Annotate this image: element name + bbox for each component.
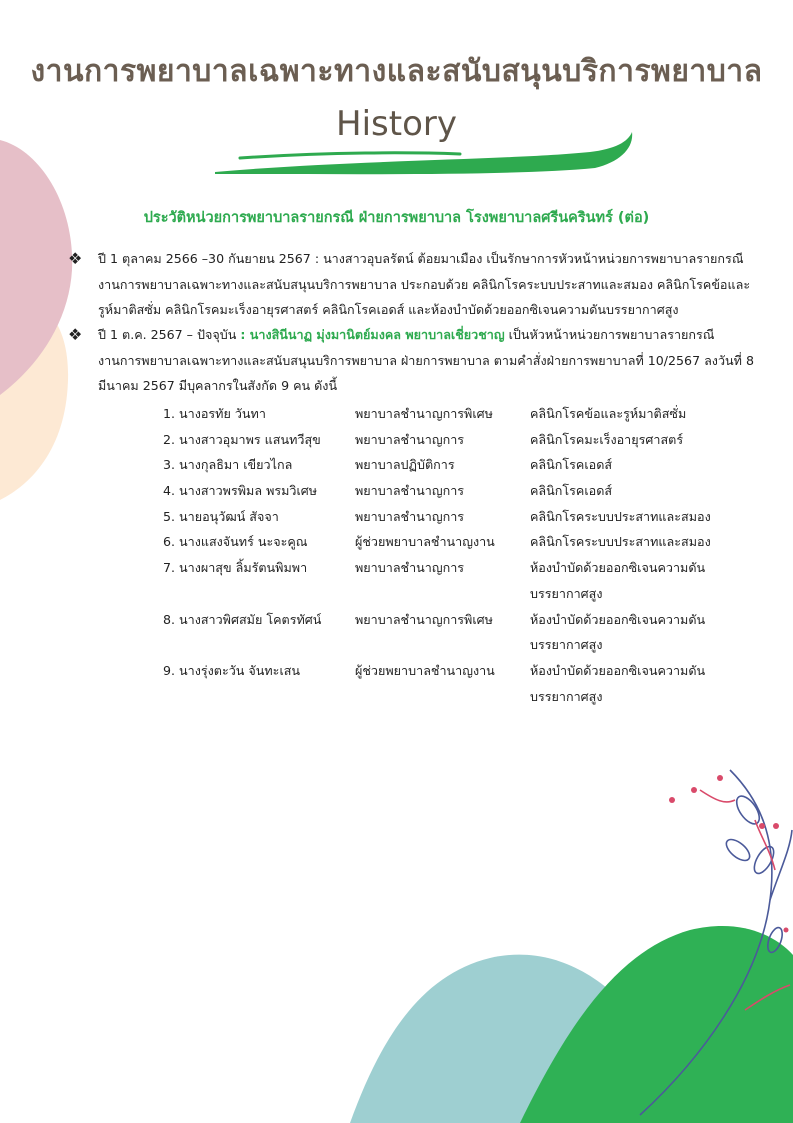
- staff-position: ผู้ช่วยพยาบาลชำนาญงาน: [355, 662, 495, 678]
- staff-name: 5. นายอนุวัฒน์ สัจจา: [163, 508, 279, 524]
- staff-name: 8. นางสาวพิศสมัย โคตรทัศน์: [163, 611, 322, 627]
- staff-row: [163, 504, 763, 530]
- staff-position: พยาบาลปฏิบัติการ: [355, 457, 455, 473]
- staff-name: 1. นางอรทัย วันทา: [163, 406, 266, 421]
- staff-position: พยาบาลชำนาญการ: [355, 431, 465, 447]
- title-underline-swoosh: [210, 130, 640, 180]
- staff-position: พยาบาลชำนาญการ: [355, 483, 465, 499]
- staff-row: [163, 607, 763, 658]
- staff-row: [163, 478, 763, 504]
- bullet-suffix: เป็นหัวหน้าหน่วยการพยาบาลรายกรณี งานการพยาบาลเฉพาะทางและสนับสนุนบริการพยาบาล ฝ่ายการพยาบาล ตามคำสั่งฝ่ายการพยาบาลที่ 10/2567 ลงวันที่ 8 มีนาคม 2567 มีบุคลากรในสังกัด 9 คน ดังนี้: [98, 327, 754, 393]
- history-bullet-2: [68, 322, 758, 399]
- head-nurse-name: : นางสินีนาฏ มุ่งมานิตย์มงคล พยาบาลเชี่ยวชาญ: [240, 327, 505, 342]
- page-subtitle: History: [336, 104, 457, 144]
- staff-unit: ห้องบำบัดด้วยออกซิเจนความดันบรรยากาศสูง: [530, 560, 706, 601]
- staff-unit: คลินิกโรคเอดส์: [530, 457, 613, 473]
- staff-name: 2. นางสาวอุมาพร แสนทวีสุข: [163, 431, 321, 447]
- staff-position: ผู้ช่วยพยาบาลชำนาญงาน: [355, 534, 495, 550]
- staff-unit: ห้องบำบัดด้วยออกซิเจนความดันบรรยากาศสูง: [530, 662, 706, 704]
- bullet-text: [98, 322, 758, 399]
- staff-unit: ห้องบำบัดด้วยออกซิเจนความดันบรรยากาศสูง: [530, 611, 706, 653]
- bullet-text: ปี 1 ตุลาคม 2566 –30 กันยายน 2567 : นางสาวอุบลรัตน์ ต้อยมาเมือง เป็นรักษาการหัวหน้าหน่วยการพยาบาลรายกรณี งานการพยาบาลเฉพาะทางและสนับสนุนบริการพยาบาล ประกอบด้วย คลินิกโรคระบบประสาทและสมอง คลินิกโรคข้อและรูห์มาติสซั่ม คลินิกโรคมะเร็งอายุรศาสตร์ คลินิกโรคเอดส์ และห้องบำบัดด้วยออกซิเจนความดันบรรยากาศสูง: [98, 251, 751, 317]
- staff-position: พยาบาลชำนาญการ: [355, 508, 465, 524]
- staff-unit: คลินิกโรคระบบประสาทและสมอง: [530, 508, 711, 524]
- staff-name: 6. นางแสงจันทร์ นะจะคูณ: [163, 534, 308, 550]
- staff-unit: คลินิกโรคระบบประสาทและสมอง: [530, 534, 711, 550]
- diamond-bullet-icon: ❖: [68, 249, 83, 268]
- staff-row: [163, 427, 763, 453]
- staff-row: [163, 658, 763, 709]
- page-title: งานการพยาบาลเฉพาะทางและสนับสนุนบริการพยาบาล: [30, 54, 763, 89]
- staff-name: 4. นางสาวพรพิมล พรมวิเศษ: [163, 483, 318, 499]
- history-bullet-1: [68, 246, 758, 323]
- staff-unit: คลินิกโรคเอดส์: [530, 483, 613, 499]
- staff-name: 7. นางผาสุข ลิ้มรัตนพิมพา: [163, 560, 308, 576]
- staff-name: 3. นางกุลธิมา เขียวไกล: [163, 457, 293, 473]
- staff-row: [163, 529, 763, 555]
- staff-list: [163, 401, 763, 709]
- section-heading: ประวัติหน่วยการพยาบาลรายกรณี ฝ่ายการพยาบาล โรงพยาบาลศรีนครินทร์ (ต่อ): [143, 210, 650, 226]
- staff-row: [163, 401, 763, 427]
- staff-name: 9. นางรุ่งตะวัน จันทะเสน: [163, 662, 301, 678]
- staff-position: พยาบาลชำนาญการพิเศษ: [355, 611, 493, 627]
- diamond-bullet-icon: ❖: [68, 325, 83, 344]
- staff-row: [163, 452, 763, 478]
- bullet-prefix: ปี 1 ต.ค. 2567 – ปัจจุบัน: [98, 327, 241, 342]
- staff-unit: คลินิกโรคข้อและรูห์มาติสซั่ม: [530, 406, 687, 421]
- staff-unit: คลินิกโรคมะเร็งอายุรศาสตร์: [530, 431, 684, 447]
- staff-position: พยาบาลชำนาญการพิเศษ: [355, 406, 493, 421]
- staff-row: [163, 555, 763, 606]
- staff-position: พยาบาลชำนาญการ: [355, 560, 465, 576]
